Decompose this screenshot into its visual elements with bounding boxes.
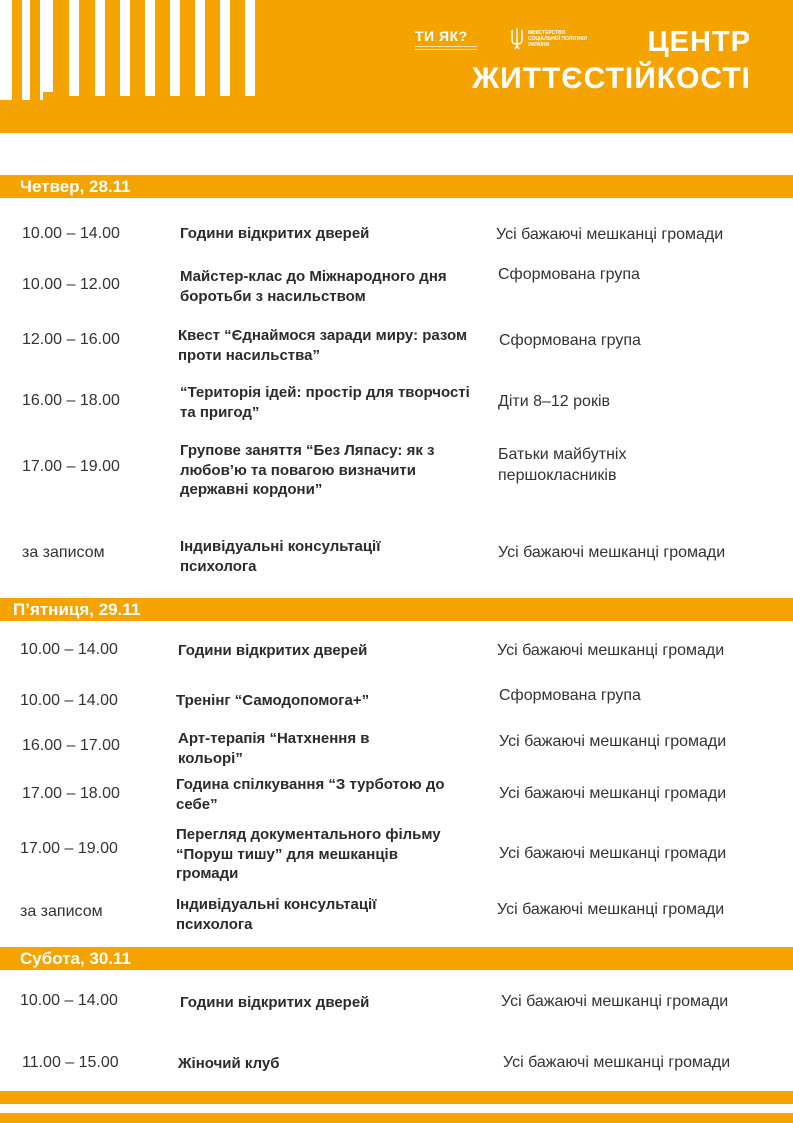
event-title: Арт-терапія “Натхнення в кольорі”: [178, 730, 370, 767]
event-audience: Батьки майбутніх першокласників: [498, 446, 627, 484]
event-audience: Усі бажаючі мешканці громади: [497, 901, 725, 918]
page-title-line1: ЦЕНТР: [647, 26, 751, 58]
event-title: Групове заняття “Без Ляпасу: як з любов’ю та повагою визначити державні кордони”: [180, 442, 435, 498]
event-time: 12.00 – 16.00: [22, 331, 120, 348]
event-time: 17.00 – 19.00: [20, 840, 118, 857]
event-title: Година спілкування “З турботою до себе”: [176, 776, 445, 813]
event-audience: Усі бажаючі мешканці громади: [496, 226, 724, 243]
event-title: Квест “Єднаймося заради миру: разом проти насильства”: [178, 327, 468, 364]
trident-icon: [509, 26, 525, 50]
event-audience: Діти 8–12 років: [498, 393, 610, 410]
day-label-saturday: Субота, 30.11: [20, 949, 132, 968]
event-time: 16.00 – 17.00: [22, 737, 120, 754]
stripes-decoration: [0, 0, 260, 100]
event-title: Індивідуальні консультації психолога: [180, 538, 381, 575]
event-title: Години відкритих дверей: [180, 225, 370, 242]
tyyak-logo-subtitle: [415, 46, 477, 52]
event-time: за записом: [20, 903, 103, 920]
event-time: 10.00 – 14.00: [20, 641, 118, 658]
tyyak-logo: ТИ ЯК?: [415, 28, 468, 44]
header-banner: [0, 0, 793, 133]
event-title: Майстер-клас до Міжнародного дня боротьби з насильством: [180, 268, 447, 305]
event-audience: Усі бажаючі мешканці громади: [498, 544, 726, 561]
footer-bar: [0, 1091, 793, 1104]
event-title: Індивідуальні консультації психолога: [176, 896, 377, 933]
ministry-logo-text: МІНІСТЕРСТВО СОЦІАЛЬНОЇ ПОЛІТИКИ УКРАЇНИ: [528, 30, 588, 48]
event-audience: Усі бажаючі мешканці громади: [501, 993, 729, 1010]
event-audience: Усі бажаючі мешканці громади: [499, 785, 727, 802]
event-time: 10.00 – 14.00: [22, 225, 120, 242]
event-audience: Усі бажаючі мешканці громади: [497, 642, 725, 659]
event-audience: Усі бажаючі мешканці громади: [503, 1054, 731, 1071]
event-time: 10.00 – 14.00: [20, 692, 118, 709]
event-time: 11.00 – 15.00: [22, 1054, 119, 1071]
event-title: Перегляд документального фільму “Поруш тишу” для мешканців громади: [176, 826, 441, 882]
event-audience: Усі бажаючі мешканці громади: [499, 733, 727, 750]
event-title: “Територія ідей: простір для творчості та пригод”: [180, 384, 470, 421]
event-time: 17.00 – 19.00: [22, 458, 120, 475]
event-title: Жіночий клуб: [178, 1055, 280, 1072]
event-title: Години відкритих дверей: [178, 642, 368, 659]
event-time: 10.00 – 12.00: [22, 276, 120, 293]
event-title: Години відкритих дверей: [180, 994, 370, 1011]
event-time: 10.00 – 14.00: [20, 992, 118, 1009]
event-audience: Сформована група: [498, 266, 640, 283]
event-audience: Сформована група: [499, 687, 641, 704]
page-title-line2: ЖИТТЄСТІЙКОСТІ: [471, 62, 751, 95]
event-time: 17.00 – 18.00: [22, 785, 120, 802]
event-audience: Усі бажаючі мешканці громади: [499, 845, 727, 862]
event-title: Тренінг “Самодопомога+”: [176, 692, 370, 709]
footer-bar: [0, 1113, 793, 1123]
event-time: 16.00 – 18.00: [22, 392, 120, 409]
event-time: за записом: [22, 544, 105, 561]
day-label-friday: П’ятниця, 29.11: [13, 600, 141, 619]
event-audience: Сформована група: [499, 332, 641, 349]
day-label-thursday: Четвер, 28.11: [20, 177, 131, 196]
